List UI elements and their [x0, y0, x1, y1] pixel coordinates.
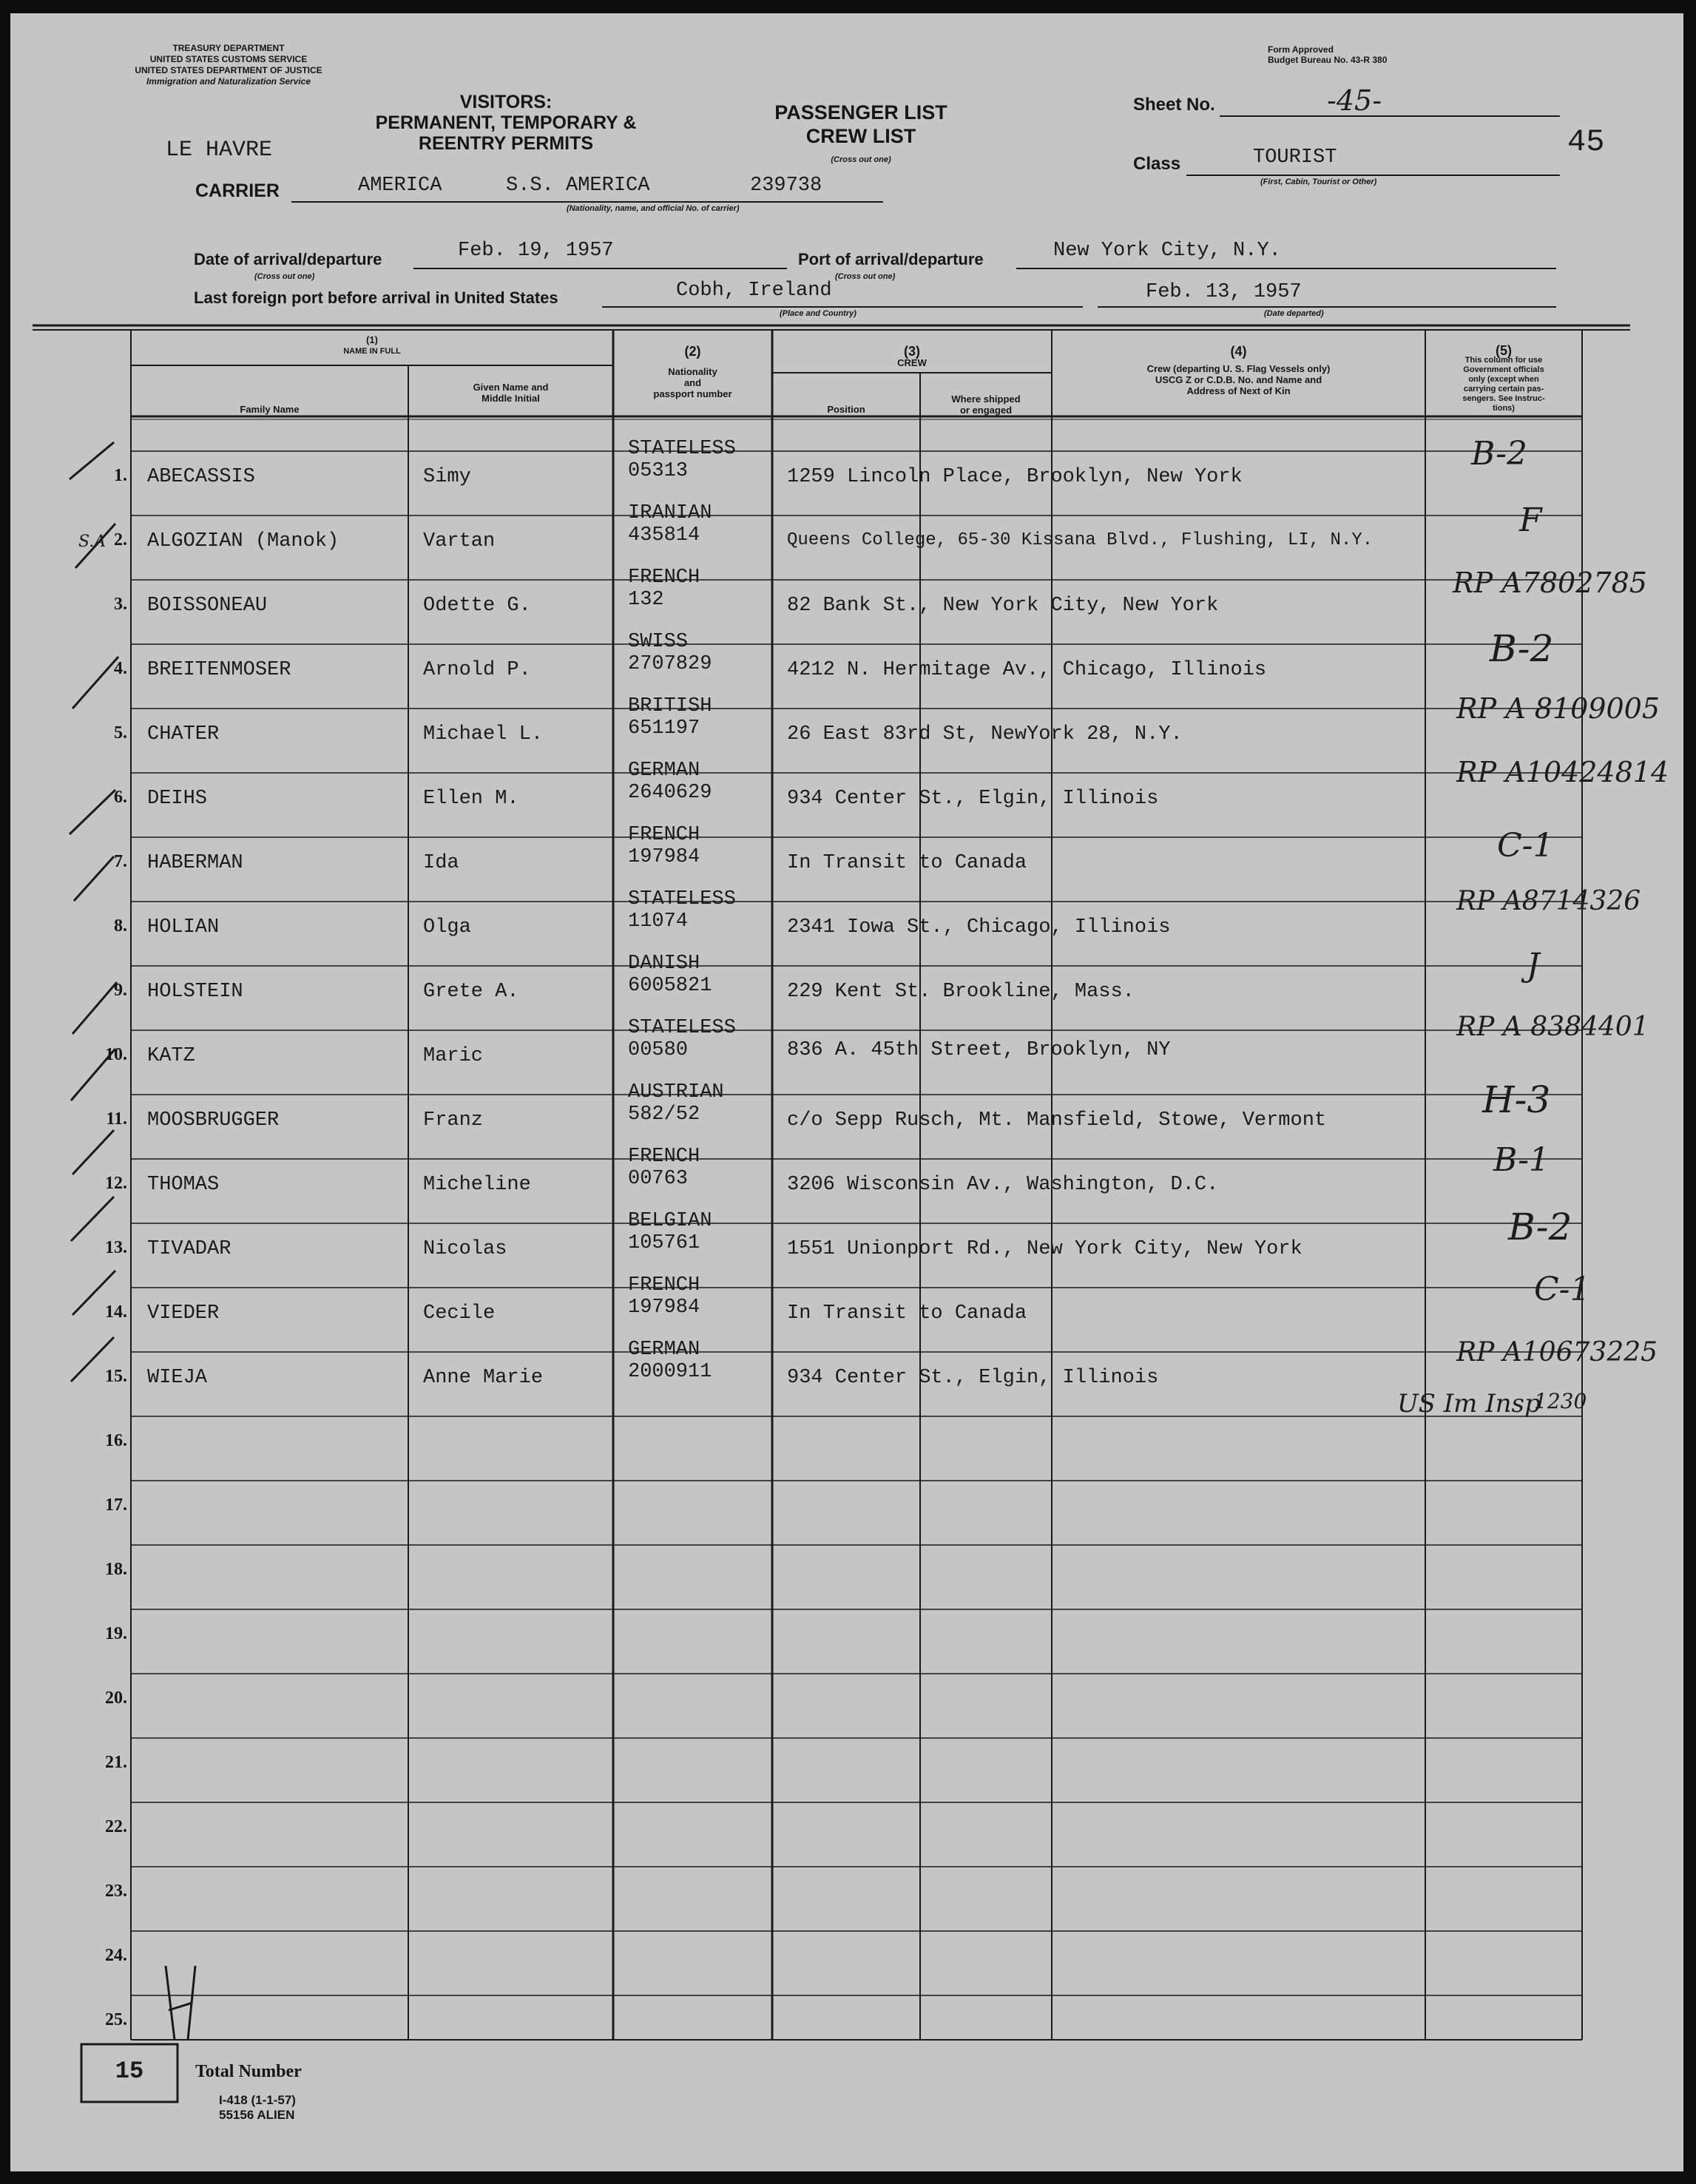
sheet-no-value: -45- [1327, 84, 1382, 117]
passport-number: 6005821 [628, 975, 712, 997]
last-port-label: Last foreign port before arrival in United States [194, 288, 558, 307]
row-number: 20. [105, 1688, 127, 1708]
address: 3206 Wisconsin Av., Washington, D.C. [787, 1174, 1219, 1196]
given-name: Grete A. [423, 981, 519, 1003]
given-name: Michael L. [423, 723, 544, 746]
nationality: AUSTRIAN [628, 1081, 724, 1103]
document-page [10, 13, 1683, 2171]
address: 26 East 83rd St, NewYork 28, N.Y. [787, 723, 1183, 746]
given-name: Maric [423, 1045, 484, 1067]
nationality: FRENCH [628, 567, 700, 589]
row-number: 4. [114, 659, 127, 678]
address: 2341 Iowa St., Chicago, Illinois [787, 916, 1171, 939]
family-name: BREITENMOSER [147, 659, 291, 681]
address: 934 Center St., Elgin, Illinois [787, 1367, 1159, 1389]
nationality: DANISH [628, 953, 700, 975]
row-number: 18. [105, 1560, 127, 1579]
passport-number: 05313 [628, 460, 689, 482]
page-number: 45 [1567, 124, 1605, 160]
handwritten-note: US Im Insp [1397, 1389, 1541, 1419]
family-name: ABECASSIS [147, 466, 255, 488]
address: 1551 Unionport Rd., New York City, New York [787, 1238, 1303, 1260]
form-approved-label: Form Approved [1268, 44, 1334, 55]
class-caption: (First, Cabin, Tourist or Other) [1260, 178, 1377, 186]
date-departed-value: Feb. 13, 1957 [1146, 281, 1302, 303]
class-value: TOURIST [1253, 146, 1337, 169]
given-name: Arnold P. [423, 659, 531, 681]
row-number: 8. [114, 916, 127, 936]
carrier-caption: (Nationality, name, and official No. of carrier) [567, 204, 740, 213]
row-number: 16. [105, 1431, 127, 1450]
address: 82 Bank St., New York City, New York [787, 595, 1219, 617]
family-name: HOLSTEIN [147, 981, 243, 1003]
class-label: Class [1133, 154, 1181, 174]
row-number: 9. [114, 981, 127, 1000]
nationality: SWISS [628, 631, 689, 653]
passport-number: 2707829 [628, 653, 712, 675]
passenger-list-label: PASSENGER LIST [774, 101, 947, 124]
visa-class: C-1 [1534, 1271, 1591, 1308]
given-name: Ellen M. [423, 788, 519, 810]
col-5-line-3: only (except when [1468, 375, 1539, 384]
row-number: 24. [105, 1946, 127, 1965]
family-name: HABERMAN [147, 852, 243, 874]
port-cross-out: (Cross out one) [835, 272, 896, 281]
form-code-line-1: I-418 (1-1-57) [219, 2093, 296, 2107]
col-1-number: (1) [366, 334, 378, 345]
col-where-line-1: Where shipped [951, 393, 1021, 405]
sa-annotation: S.A [78, 533, 107, 551]
col-2-line-2: and [683, 377, 702, 388]
col-4-number: (4) [1230, 344, 1247, 359]
visa-class: B-1 [1493, 1141, 1550, 1179]
nationality: FRENCH [628, 824, 700, 846]
row-number: 3. [114, 595, 127, 614]
nationality: BELGIAN [628, 1210, 712, 1232]
last-port-value: Cobh, Ireland [676, 280, 832, 302]
visa-class: H-3 [1482, 1078, 1551, 1121]
family-name: WIEJA [147, 1367, 208, 1389]
col-where-shipped [920, 393, 1052, 416]
address: 1259 Lincoln Place, Brooklyn, New York [787, 466, 1243, 488]
agency-line-2: UNITED STATES CUSTOMS SERVICE [149, 54, 308, 64]
col-5-header [1425, 343, 1582, 413]
row-number: 17. [105, 1495, 127, 1515]
date-arrival-value: Feb. 19, 1957 [458, 240, 614, 262]
col-4-line-1: Crew (departing U. S. Flag Vessels only) [1146, 363, 1331, 374]
cross-out-note: (Cross out one) [831, 155, 891, 164]
agency-line-4: Immigration and Naturalization Service [146, 76, 311, 87]
family-name: ALGOZIAN (Manok) [147, 530, 339, 552]
visa-class: RP A7802785 [1453, 567, 1647, 599]
family-name: TIVADAR [147, 1238, 232, 1260]
col-5-line-2: Government officials [1463, 365, 1544, 374]
passport-number: 2000911 [628, 1361, 712, 1383]
family-name: BOISSONEAU [147, 595, 268, 617]
nationality: STATELESS [628, 438, 736, 460]
visa-class: RP A8714326 [1456, 886, 1641, 916]
col-given-line-2: Middle Initial [482, 393, 540, 404]
visa-class: F [1519, 501, 1542, 539]
col-4-line-2: USCG Z or C.D.B. No. and Name and [1155, 374, 1322, 385]
family-name: THOMAS [147, 1174, 220, 1196]
col-3-header [772, 346, 1052, 368]
family-name: DEIHS [147, 788, 208, 810]
col-5-line-5: sengers. See Instruc- [1462, 394, 1545, 403]
passport-number: 11074 [628, 910, 689, 933]
visa-class: RP A 8384401 [1456, 1012, 1649, 1042]
col-5-line-6: tions) [1493, 404, 1515, 413]
row-number: 1. [114, 466, 127, 485]
passport-number: 132 [628, 589, 664, 611]
given-name: Nicolas [423, 1238, 507, 1260]
col-4-line-3: Address of Next of Kin [1186, 385, 1291, 396]
visa-class: RP A 8109005 [1456, 692, 1660, 725]
col-position: Position [827, 404, 865, 415]
form-title-line-2: PERMANENT, TEMPORARY & [375, 112, 637, 133]
nationality: FRENCH [628, 1274, 700, 1296]
form-code [219, 2093, 296, 2123]
row-number: 13. [105, 1238, 127, 1257]
address: 229 Kent St. Brookline, Mass. [787, 981, 1135, 1003]
row-number: 25. [105, 2010, 127, 2029]
given-name: Vartan [423, 530, 496, 552]
agency-line-1: TREASURY DEPARTMENT [172, 43, 285, 53]
nationality: FRENCH [628, 1146, 700, 1168]
last-port-caption: (Place and Country) [780, 309, 857, 318]
date-departed-caption: (Date departed) [1264, 309, 1324, 318]
family-name: MOOSBRUGGER [147, 1109, 280, 1132]
row-number: 2. [114, 530, 127, 550]
carrier-nationality: AMERICA [358, 175, 442, 197]
col-2-line-1: Nationality [668, 366, 717, 377]
handwritten-note: 1230 [1534, 1389, 1587, 1413]
passport-number: 00763 [628, 1168, 689, 1190]
family-name: CHATER [147, 723, 220, 746]
nationality: GERMAN [628, 1339, 700, 1361]
col-where-line-2: or engaged [959, 405, 1013, 416]
col-2-header [613, 346, 772, 399]
carrier-number: 239738 [750, 175, 822, 197]
row-number: 5. [114, 723, 127, 743]
row-number: 15. [105, 1367, 127, 1386]
port-arrival-value: New York City, N.Y. [1053, 240, 1281, 262]
col-5-line-4: carrying certain pas- [1463, 385, 1544, 393]
visa-class: RP A10673225 [1456, 1337, 1658, 1367]
passport-number: 435814 [628, 524, 700, 547]
form-title-line-1: VISITORS: [459, 92, 553, 112]
passport-number: 197984 [628, 846, 700, 868]
nationality: STATELESS [628, 888, 736, 910]
passport-number: 582/52 [628, 1103, 700, 1126]
passport-number: 00580 [628, 1039, 689, 1061]
row-number: 11. [106, 1109, 127, 1129]
address: In Transit to Canada [787, 852, 1027, 874]
family-name: HOLIAN [147, 916, 220, 939]
passport-number: 651197 [628, 717, 700, 740]
form-title-line-3: REENTRY PERMITS [418, 133, 594, 154]
nationality: IRANIAN [628, 502, 712, 524]
row-number: 10. [105, 1045, 127, 1064]
address: In Transit to Canada [787, 1302, 1027, 1325]
col-3-title: CREW [897, 357, 927, 368]
row-number: 12. [105, 1174, 127, 1193]
family-name: KATZ [147, 1045, 195, 1067]
col-given-line-1: Given Name and [473, 382, 549, 393]
given-name: Odette G. [423, 595, 531, 617]
row-number: 22. [105, 1817, 127, 1836]
passport-number: 197984 [628, 1296, 700, 1319]
row-number: 19. [105, 1624, 127, 1643]
given-name: Cecile [423, 1302, 496, 1325]
visa-class: RP A10424814 [1456, 756, 1669, 788]
row-number: 6. [114, 788, 127, 807]
agency-line-3: UNITED STATES DEPARTMENT OF JUSTICE [135, 65, 322, 75]
family-name: VIEDER [147, 1302, 220, 1325]
given-name: Franz [423, 1109, 484, 1132]
given-name: Simy [423, 466, 471, 488]
col-family-name: Family Name [240, 404, 300, 415]
total-number-label: Total Number [195, 2062, 302, 2081]
col-4-header [1052, 346, 1425, 396]
row-number: 21. [105, 1753, 127, 1772]
visa-class: B-2 [1471, 435, 1528, 473]
given-name: Micheline [423, 1174, 531, 1196]
form-code-line-2: 55156 ALIEN [219, 2108, 295, 2122]
nationality: STATELESS [628, 1017, 736, 1039]
departure-port: LE HAVRE [166, 138, 273, 163]
nationality: BRITISH [628, 695, 712, 717]
col-5-number: (5) [1496, 343, 1512, 358]
given-name: Anne Marie [423, 1367, 544, 1389]
address: 4212 N. Hermitage Av., Chicago, Illinois [787, 659, 1267, 681]
address: c/o Sepp Rusch, Mt. Mansfield, Stowe, Vermont [787, 1109, 1327, 1132]
date-arrival-label: Date of arrival/departure [194, 250, 382, 268]
passport-number: 2640629 [628, 782, 712, 804]
visa-class: B-2 [1508, 1206, 1572, 1248]
col-2-number: (2) [684, 344, 701, 359]
budget-bureau-label: Budget Bureau No. 43-R 380 [1268, 55, 1388, 65]
sheet-no-label: Sheet No. [1133, 95, 1215, 115]
col-given-name [408, 382, 613, 404]
col-5-line-1: This column for use [1464, 356, 1543, 365]
address: 836 A. 45th Street, Brooklyn, NY [787, 1039, 1171, 1061]
visa-class: C-1 [1497, 827, 1554, 865]
address: Queens College, 65-30 Kissana Blvd., Flushing, LI, N.Y. [787, 530, 1374, 550]
col-1-title: NAME IN FULL [343, 347, 401, 356]
carrier-name: S.S. AMERICA [506, 175, 650, 197]
address: 934 Center St., Elgin, Illinois [787, 788, 1159, 810]
col-2-line-3: passport number [653, 388, 732, 399]
crew-list-label: CREW LIST [805, 125, 916, 147]
col-3-number: (3) [904, 344, 920, 359]
given-name: Olga [423, 916, 471, 939]
carrier-label: CARRIER [195, 180, 280, 201]
row-number: 14. [105, 1302, 127, 1322]
row-number: 23. [105, 1882, 127, 1901]
total-number-value: 15 [115, 2058, 144, 2085]
port-arrival-label: Port of arrival/departure [798, 250, 984, 268]
visa-class: B-2 [1490, 627, 1554, 670]
row-number: 7. [114, 852, 127, 871]
given-name: Ida [423, 852, 459, 874]
passport-number: 105761 [628, 1232, 700, 1254]
nationality: GERMAN [628, 760, 700, 782]
visa-class: J [1527, 947, 1540, 984]
date-cross-out: (Cross out one) [254, 272, 315, 281]
